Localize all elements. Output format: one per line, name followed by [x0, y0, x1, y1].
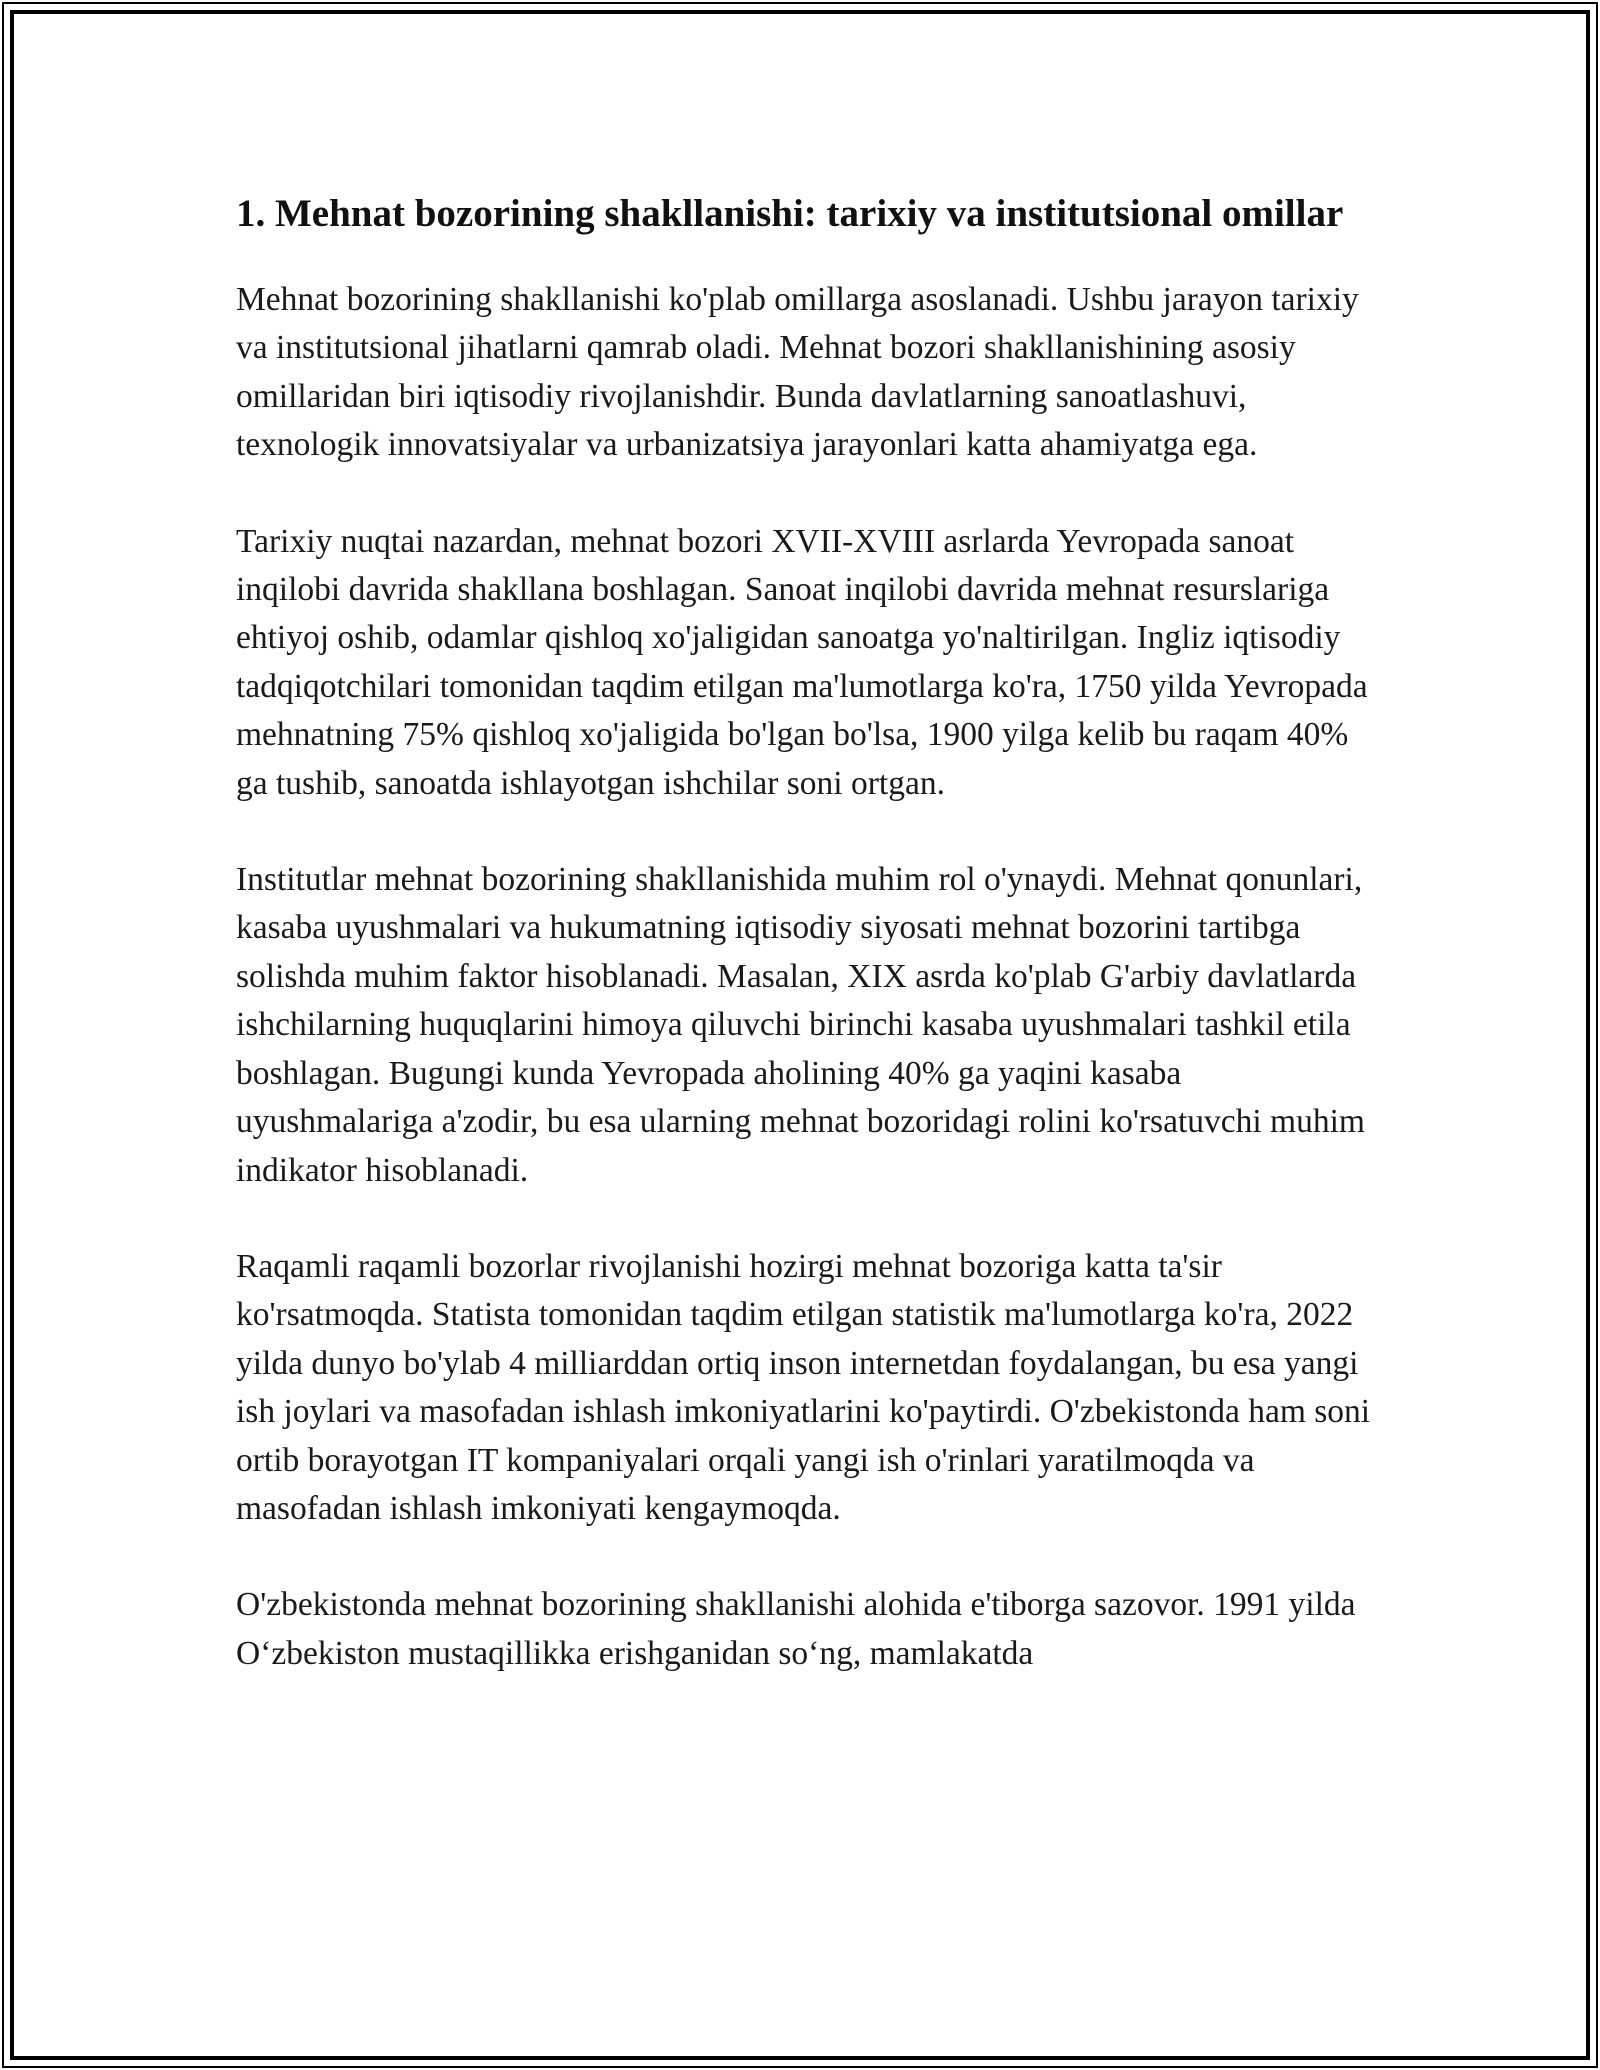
- paragraph-2: Tarixiy nuqtai nazardan, mehnat bozori XVII-XVIII asrlarda Yevropada sanoat inqilobi davrida shakllana boshlagan. Sanoat inqilobi davrida mehnat resurslariga ehtiyoj oshib, odamlar qishloq xo'jaligidan sanoatga yo'naltirilgan. Ingliz iqtisodiy tadqiqotchilari tomonidan taqdim etilgan ma'lumotlarga ko'ra, 1750 yilda Yevropada mehnatning 75% qishloq xo'jaligida bo'lgan bo'lsa, 1900 yilga kelib bu raqam 40% ga tushib, sanoatda ishlayotgan ishchilar soni ortgan.: [236, 522, 1368, 802]
- section-heading: 1. Mehnat bozorining shakllanishi: tarixiy va institutsional omillar: [236, 192, 1344, 235]
- paragraph-3: Institutlar mehnat bozorining shakllanishida muhim rol o'ynaydi. Mehnat qonunlari, kasaba uyushmalari va hukumatning iqtisodiy siyosati mehnat bozorini tartibga solishda muhim faktor hisoblanadi. Masalan, XIX asrda ko'plab G'arbiy davlatlarda ishchilarning huquqlarini himoya qiluvchi birinchi kasaba uyushmalari tashkil etila boshlagan. Bugungi kunda Yevropada aholining 40% ga yaqini kasaba uyushmalariga a'zodir, bu esa ularning mehnat bozoridagi rolini ko'rsatuvchi muhim indikator hisoblanadi.: [236, 861, 1365, 1189]
- paragraph-5: O'zbekistonda mehnat bozorining shakllanishi alohida e'tiborga sazovor. 1991 yilda O‘zbekiston mustaqillikka erishganidan so‘ng, mamlakatda: [236, 1586, 1356, 1672]
- paragraph-4: Raqamli raqamli bozorlar rivojlanishi hozirgi mehnat bozoriga katta ta'sir ko'rsatmoqda. Statista tomonidan taqdim etilgan statistik ma'lumotlarga ko'ra, 2022 yilda dunyo bo'ylab 4 milliarddan ortiq inson internetdan foydalangan, bu esa yangi ish joylari va masofadan ishlash imkoniyatlarini ko'paytirdi. O'zbekistonda ham soni ortib borayotgan IT kompaniyalari orqali yangi ish o'rinlari yaratilmoqda va masofadan ishlash imkoniyati kengaymoqda.: [236, 1247, 1371, 1527]
- paragraph-1: Mehnat bozorining shakllanishi ko'plab omillarga asoslanadi. Ushbu jarayon tarixiy va institutsional jihatlarni qamrab oladi. Mehnat bozori shakllanishining asosiy omillaridan biri iqtisodiy rivojlanishdir. Bunda davlatlarning sanoatlashuvi, texnologik innovatsiyalar va urbanizatsiya jarayonlari katta ahamiyatga ega.: [236, 281, 1359, 464]
- document-body: [236, 186, 1376, 1678]
